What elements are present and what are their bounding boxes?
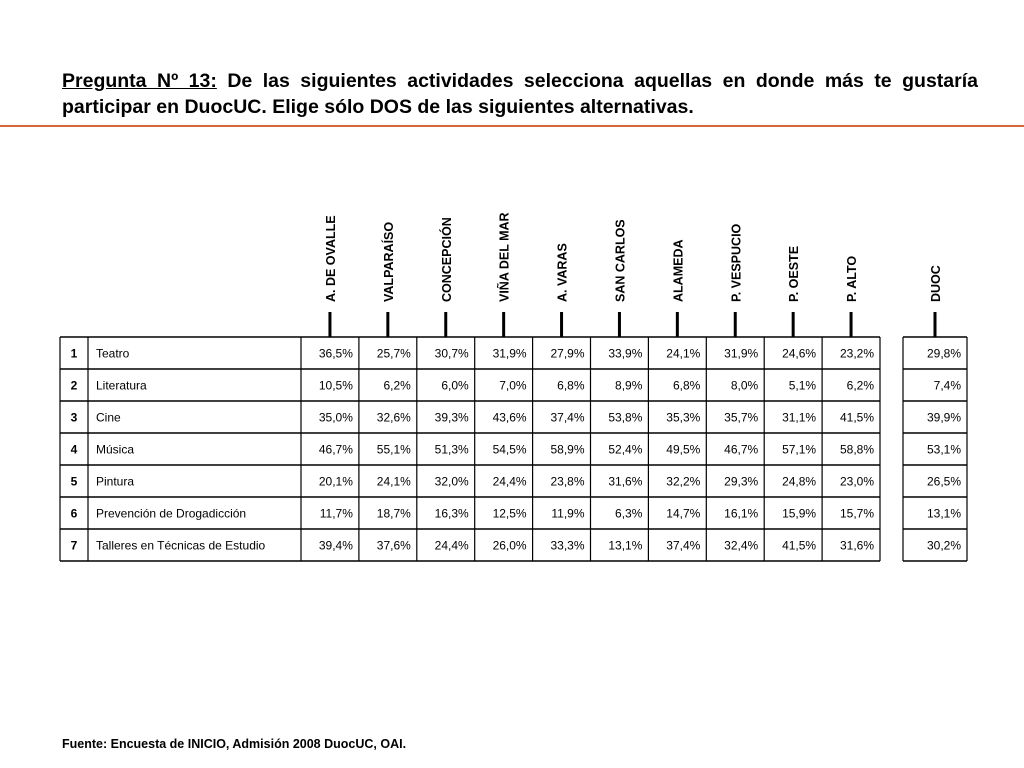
table-cell: 23,0%: [839, 474, 874, 489]
row-label: Teatro: [96, 346, 130, 361]
table-cell: 6,8%: [557, 378, 585, 393]
table-cell: 20,1%: [318, 474, 353, 489]
table-cell: 14,7%: [666, 506, 701, 521]
table-cell: 39,4%: [318, 538, 353, 553]
table-cell: 27,9%: [550, 346, 585, 361]
table-cell: 23,8%: [550, 474, 585, 489]
column-header: VIÑA DEL MAR: [497, 212, 512, 302]
table-cell: 11,7%: [319, 506, 353, 521]
table-cell: 24,1%: [376, 474, 411, 489]
table-cell: 10,5%: [318, 378, 353, 393]
table-cell: 30,7%: [434, 346, 469, 361]
column-header: P. OESTE: [787, 245, 802, 302]
table-cell: 31,6%: [839, 538, 874, 553]
table-cell: 24,1%: [666, 346, 701, 361]
table-cell: 16,1%: [724, 506, 759, 521]
table-cell: 51,3%: [434, 442, 469, 457]
table-cell: 5,1%: [788, 378, 817, 393]
table-cell: 33,9%: [608, 346, 643, 361]
table-cell: 32,4%: [724, 538, 759, 553]
column-header: VALPARAÍSO: [381, 221, 396, 302]
table-cell: 11,9%: [551, 506, 585, 521]
table-cell: 6,2%: [846, 378, 874, 393]
table-cell: 8,0%: [730, 378, 759, 393]
table-cell: 15,7%: [839, 506, 874, 521]
source-footnote: Fuente: Encuesta de INICIO, Admisión 2008 DuocUC, OAI.: [62, 737, 407, 751]
row-label: Música: [96, 442, 135, 457]
question-label: Pregunta Nº 13:: [62, 70, 217, 92]
table-cell: 49,5%: [666, 442, 701, 457]
table-cell: 25,7%: [376, 346, 411, 361]
table-cell: 7,0%: [499, 378, 527, 393]
table-cell: 32,6%: [376, 410, 411, 425]
table-cell: 39,3%: [434, 410, 469, 425]
table-cell: 23,2%: [839, 346, 874, 361]
table-cell: 6,3%: [615, 506, 643, 521]
table-cell: 29,3%: [724, 474, 759, 489]
row-number: 5: [70, 474, 78, 489]
row-number: 3: [70, 410, 78, 425]
table-cell: 55,1%: [376, 442, 411, 457]
table-cell: 33,3%: [550, 538, 585, 553]
row-number: 7: [70, 538, 78, 553]
table-cell: 31,1%: [782, 410, 817, 425]
table-cell: 24,8%: [782, 474, 817, 489]
row-label: Pintura: [96, 474, 135, 489]
table-cell: 8,9%: [615, 378, 643, 393]
table-cell: 37,4%: [550, 410, 585, 425]
table-cell: 37,6%: [376, 538, 411, 553]
table-cell-total: 13,1%: [926, 506, 961, 521]
row-label: Cine: [96, 410, 121, 425]
table-cell: 32,0%: [434, 474, 469, 489]
table-cell: 46,7%: [724, 442, 759, 457]
question-text: De las siguientes actividades selecciona aquellas en donde más te gustaría participar en DuocUC. Elige sólo DOS de las siguientes alternativas.: [62, 70, 978, 118]
table-cell: 37,4%: [666, 538, 701, 553]
table-cell: 41,5%: [782, 538, 817, 553]
table-cell-total: 26,5%: [926, 474, 961, 489]
column-header: ALAMEDA: [671, 239, 686, 302]
table-cell: 24,4%: [434, 538, 469, 553]
table-cell: 41,5%: [839, 410, 874, 425]
table-cell: 31,6%: [608, 474, 643, 489]
table-cell: 31,9%: [492, 346, 527, 361]
table-cell: 35,3%: [666, 410, 701, 425]
table-cell-total: 29,8%: [926, 346, 961, 361]
table-cell: 6,8%: [672, 378, 701, 393]
column-header: P. ALTO: [845, 255, 860, 302]
table-cell: 57,1%: [782, 442, 817, 457]
table-cell-total: 30,2%: [926, 538, 961, 553]
row-label: Literatura: [96, 378, 147, 393]
table-cell: 52,4%: [608, 442, 643, 457]
table-cell: 35,0%: [318, 410, 353, 425]
table-cell-total: 7,4%: [933, 378, 961, 393]
column-header: A. DE OVALLE: [323, 215, 338, 302]
table-cell: 54,5%: [492, 442, 527, 457]
column-header: A. VARAS: [555, 243, 570, 302]
row-number: 6: [70, 506, 78, 521]
table-cell: 32,2%: [666, 474, 701, 489]
table-cell: 16,3%: [434, 506, 469, 521]
row-number: 1: [70, 346, 78, 361]
table-cell: 31,9%: [724, 346, 759, 361]
table-cell: 13,1%: [608, 538, 643, 553]
table-cell: 12,5%: [492, 506, 527, 521]
row-label: Talleres en Técnicas de Estudio: [96, 538, 266, 553]
table-cell: 15,9%: [782, 506, 817, 521]
row-number: 2: [70, 378, 78, 393]
table-cell: 58,8%: [839, 442, 874, 457]
row-number: 4: [70, 442, 78, 457]
table-cell-total: 53,1%: [926, 442, 961, 457]
table-cell: 46,7%: [318, 442, 353, 457]
table-cell: 53,8%: [608, 410, 643, 425]
column-header: CONCEPCIÓN: [439, 217, 454, 302]
table-cell: 26,0%: [492, 538, 527, 553]
table-cell: 6,0%: [441, 378, 469, 393]
column-header: P. VESPUCIO: [729, 223, 744, 302]
table-cell: 43,6%: [492, 410, 527, 425]
row-label: Prevención de Drogadicción: [96, 506, 247, 521]
table-cell: 18,7%: [376, 506, 411, 521]
table-cell: 35,7%: [724, 410, 759, 425]
column-header-total: DUOC: [929, 265, 943, 302]
table-cell: 58,9%: [550, 442, 585, 457]
table-cell: 6,2%: [383, 378, 411, 393]
table-cell: 24,6%: [782, 346, 817, 361]
table-cell: 24,4%: [492, 474, 527, 489]
table-cell-total: 39,9%: [926, 410, 961, 425]
column-header: SAN CARLOS: [613, 219, 628, 302]
table-cell: 36,5%: [318, 346, 353, 361]
